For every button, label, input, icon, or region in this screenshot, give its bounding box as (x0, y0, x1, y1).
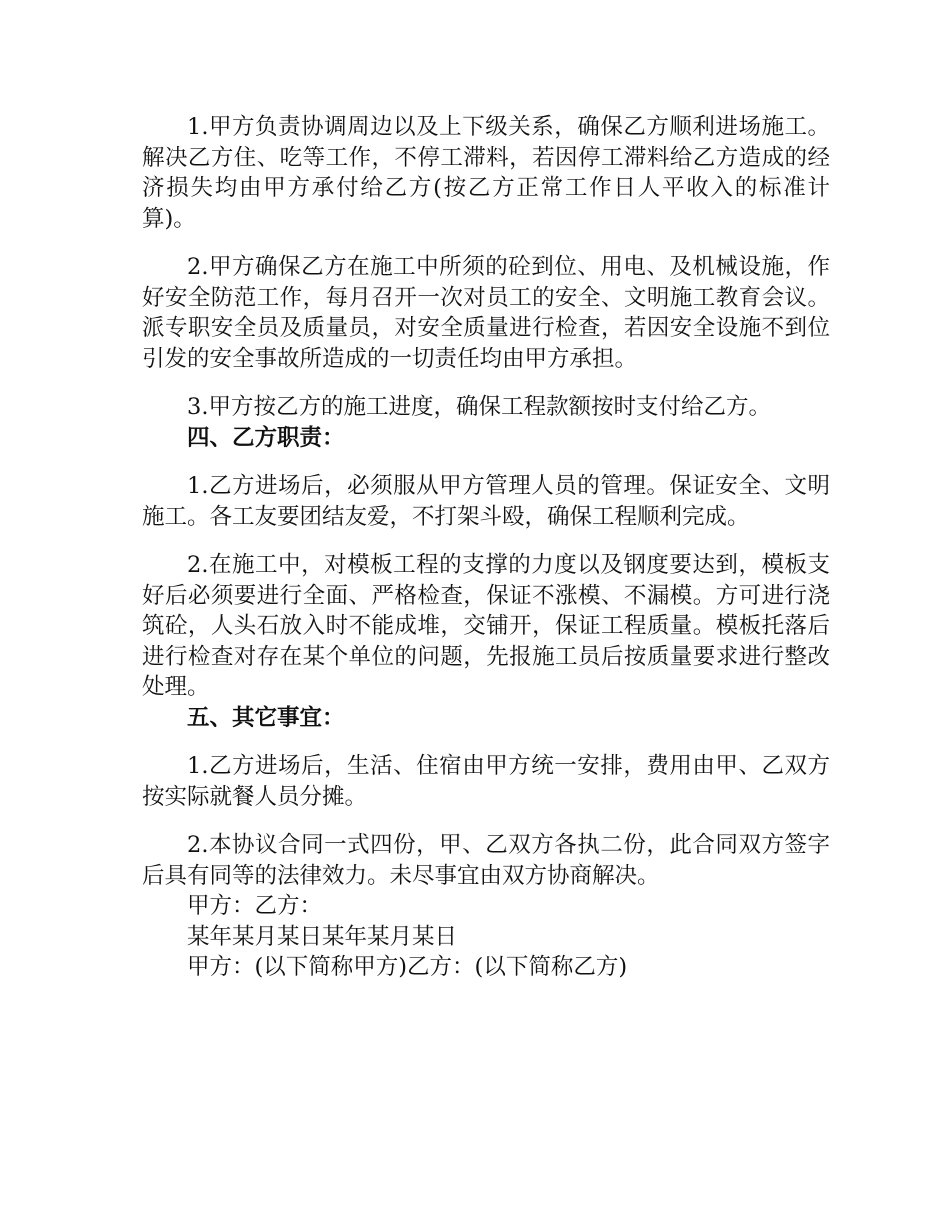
signature-dates: 某年某月某日某年某月某日 (187, 923, 458, 950)
section-heading-party-b-duties: 四、乙方职责： (187, 424, 345, 451)
clause-party-a-3: 3.甲方按乙方的施工进度，确保工程款额按时支付给乙方。 (187, 394, 771, 420)
clause-party-a-2: 2.甲方确保乙方在施工中所须的砼到位、用电、及机械设施，作好安全防范工作，每月召开一次对员工的安全、文明施工教育会议。派专职安全员及质量员，对安全质量进行检查，若因安全设施不到位引发的安全事故所造成的一切责任均由甲方承担。 (142, 254, 830, 372)
clause-other-1: 1.乙方进场后，生活、住宿由甲方统一安排，费用由甲、乙双方按实际就餐人员分摊。 (142, 753, 830, 810)
clause-party-b-1: 1.乙方进场后，必须服从甲方管理人员的管理。保证安全、文明施工。各工友要团结友爱，不打架斗殴，确保工程顺利完成。 (142, 473, 830, 530)
clause-party-b-2: 2.在施工中，对模板工程的支撑的力度以及钢度要达到，模板支好后必须要进行全面、严格检查，保证不涨模、不漏模。方可进行浇筑砼，人头石放入时不能成堆，交铺开，保证工程质量。模板托落后进行检查对存在某个单位的问题，先报施工员后按质量要求进行整改处理。 (142, 552, 830, 700)
clause-other-2: 2.本协议合同一式四份，甲、乙双方各执二份，此合同双方签字后具有同等的法律效力。未尽事宜由双方协商解决。 (142, 832, 830, 889)
signature-parties: 甲方：乙方： (187, 893, 323, 919)
section-heading-other-matters: 五、其它事宜： (187, 704, 345, 731)
clause-party-a-1: 1.甲方负责协调周边以及上下级关系，确保乙方顺利进场施工。解决乙方住、吃等工作，不停工滞料，若因停工滞料给乙方造成的经济损失均由甲方承付给乙方(按乙方正常工作日人平收入的标准计算)。 (142, 114, 830, 232)
next-contract-parties: 甲方：(以下简称甲方)乙方：(以下简称乙方) (187, 954, 628, 980)
